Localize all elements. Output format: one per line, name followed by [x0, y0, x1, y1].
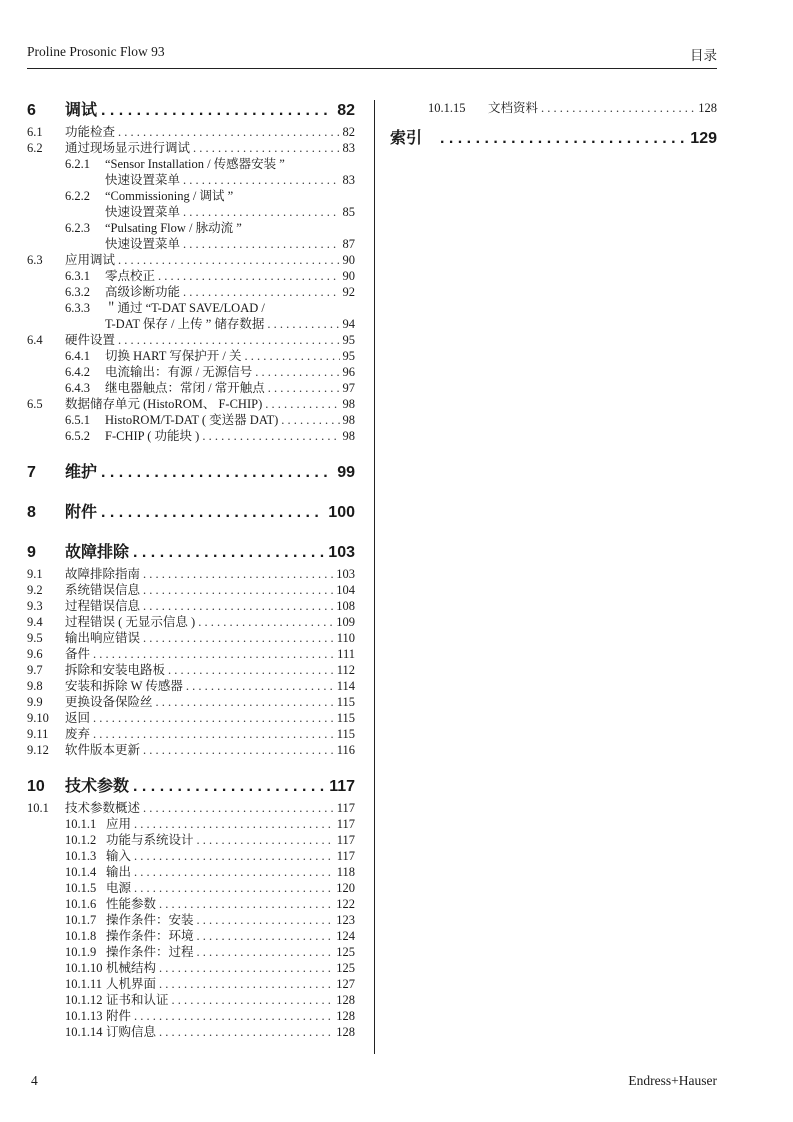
toc-entry-6-3-2[interactable]: 6.3.2 高级诊断功能 . . . 92 — [27, 284, 355, 300]
toc-entry-10-1-1[interactable]: 10.1.1 应用 . . . 117 — [27, 816, 355, 832]
header-divider — [27, 68, 717, 69]
dot-leader — [101, 100, 333, 122]
toc-entry-6-4-1[interactable]: 6.4.1 切换 HART 写保护开 / 关 . . . 95 — [27, 348, 355, 364]
toc-entry-6-5-1[interactable]: 6.5.1 HistoROM/T-DAT ( 变送器 DAT) . . . 98 — [27, 412, 355, 428]
toc-right-column — [390, 100, 717, 152]
toc-entry-6-3[interactable]: 6.3 应用调试 . . . 90 — [27, 252, 355, 268]
toc-entry-6-2-3-cont[interactable]: 快速设置菜单 . . . 87 — [27, 236, 355, 252]
toc-entry-6-4-2[interactable]: 6.4.2 电流输出：有源 / 无源信号 . . . 96 — [27, 364, 355, 380]
toc-entry-6-2-2-cont[interactable]: 快速设置菜单 . . . 85 — [27, 204, 355, 220]
toc-entry-10-1-3[interactable]: 10.1.3 输入 . . . 117 — [27, 848, 355, 864]
toc-entry-9-2[interactable]: 9.2 系统错误信息 . . . 104 — [27, 582, 355, 598]
toc-entry-6-2-1-cont[interactable]: 快速设置菜单 . . . 83 — [27, 172, 355, 188]
column-divider — [374, 100, 375, 1054]
toc-entry-9-6[interactable]: 9.6 备件 . . . 111 — [27, 646, 355, 662]
toc-entry-6-3-3[interactable]: 6.3.3 ＂通过 “T-DAT SAVE/LOAD / — [65, 301, 265, 315]
toc-chapter-9[interactable]: 9 故障排除 . . . 103 — [27, 542, 355, 564]
toc-chapter-8[interactable]: 8 附件 . . . 100 — [27, 502, 355, 524]
toc-entry-10-1-5[interactable]: 10.1.5 电源 . . . 120 — [27, 880, 355, 896]
toc-chapter-6[interactable]: 6 调试 . . . 82 — [27, 100, 355, 122]
footer-brand: Endress+Hauser — [628, 1073, 717, 1088]
toc-entry-10-1-8[interactable]: 10.1.8 操作条件：环境 . . . 124 — [27, 928, 355, 944]
dot-leader — [101, 502, 324, 524]
toc-entry-6-2-3[interactable]: 6.2.3 “Pulsating Flow / 脉动流 ” — [65, 221, 242, 235]
toc-entry-6-4[interactable]: 6.4 硬件设置 . . . 95 — [27, 332, 355, 348]
dot-leader — [133, 776, 325, 798]
toc-entry-9-4[interactable]: 9.4 过程错误 ( 无显示信息 ) . . . 109 — [27, 614, 355, 630]
toc-entry-6-1[interactable]: 6.1 功能检查 . . . 82 — [27, 124, 355, 140]
toc-entry-10-1-6[interactable]: 10.1.6 性能参数 . . . 122 — [27, 896, 355, 912]
toc-entry-9-1[interactable]: 9.1 故障排除指南 . . . 103 — [27, 566, 355, 582]
toc-entry-6-3-3-cont[interactable]: T-DAT 保存 / 上传 ” 储存数据 . . . 94 — [27, 316, 355, 332]
toc-left-column — [27, 100, 355, 1040]
dot-leader — [101, 462, 333, 484]
toc-chapter-index[interactable]: 索引 . . . 129 — [390, 128, 717, 150]
header-product-title: Proline Prosonic Flow 93 — [27, 44, 165, 59]
toc-entry-10-1-7[interactable]: 10.1.7 操作条件：安装 . . . 123 — [27, 912, 355, 928]
toc-chapter-10[interactable]: 10 技术参数 . . . 117 — [27, 776, 355, 798]
toc-entry-10-1-4[interactable]: 10.1.4 输出 . . . 118 — [27, 864, 355, 880]
toc-entry-10-1[interactable]: 10.1 技术参数概述 . . . 117 — [27, 800, 355, 816]
toc-entry-9-9[interactable]: 9.9 更换设备保险丝 . . . 115 — [27, 694, 355, 710]
toc-entry-9-7[interactable]: 9.7 拆除和安装电路板 . . . 112 — [27, 662, 355, 678]
toc-entry-6-2[interactable]: 6.2 通过现场显示进行调试 . . . 83 — [27, 140, 355, 156]
header-section-title: 目录 — [690, 48, 717, 63]
toc-entry-6-2-1[interactable]: 6.2.1 “Sensor Installation / 传感器安装 ” — [65, 157, 285, 171]
toc-entry-9-5[interactable]: 9.5 输出响应错误 . . . 110 — [27, 630, 355, 646]
toc-entry-10-1-12[interactable]: 10.1.12 证书和认证 . . . 128 — [27, 992, 355, 1008]
dot-leader — [440, 128, 686, 150]
toc-entry-9-3[interactable]: 9.3 过程错误信息 . . . 108 — [27, 598, 355, 614]
toc-entry-10-1-11[interactable]: 10.1.11 人机界面 . . . 127 — [27, 976, 355, 992]
toc-entry-6-2-2[interactable]: 6.2.2 “Commissioning / 调试 ” — [65, 189, 234, 203]
toc-entry-9-10[interactable]: 9.10 返回 . . . 115 — [27, 710, 355, 726]
toc-entry-10-1-10[interactable]: 10.1.10 机械结构 . . . 125 — [27, 960, 355, 976]
toc-entry-6-4-3[interactable]: 6.4.3 继电器触点：常闭 / 常开触点 . . . 97 — [27, 380, 355, 396]
toc-entry-6-5-2[interactable]: 6.5.2 F-CHIP ( 功能块 ) . . . 98 — [27, 428, 355, 444]
toc-entry-9-12[interactable]: 9.12 软件版本更新 . . . 116 — [27, 742, 355, 758]
toc-entry-9-11[interactable]: 9.11 废弃 . . . 115 — [27, 726, 355, 742]
toc-entry-10-1-14[interactable]: 10.1.14 订购信息 . . . 128 — [27, 1024, 355, 1040]
toc-entry-6-3-1[interactable]: 6.3.1 零点校正 . . . 90 — [27, 268, 355, 284]
footer-page-number: 4 — [31, 1073, 38, 1088]
dot-leader — [133, 542, 324, 564]
toc-entry-10-1-9[interactable]: 10.1.9 操作条件：过程 . . . 125 — [27, 944, 355, 960]
toc-entry-9-8[interactable]: 9.8 安装和拆除 W 传感器 . . . 114 — [27, 678, 355, 694]
toc-entry-10-1-2[interactable]: 10.1.2 功能与系统设计 . . . 117 — [27, 832, 355, 848]
toc-entry-10-1-13[interactable]: 10.1.13 附件 . . . 128 — [27, 1008, 355, 1024]
toc-entry-10-1-15[interactable]: 10.1.15 文档资料 . . . 128 — [390, 100, 717, 116]
toc-chapter-7[interactable]: 7 维护 . . . 99 — [27, 462, 355, 484]
toc-entry-6-5[interactable]: 6.5 数据储存单元 (HistoROM、 F-CHIP) . . . 98 — [27, 396, 355, 412]
